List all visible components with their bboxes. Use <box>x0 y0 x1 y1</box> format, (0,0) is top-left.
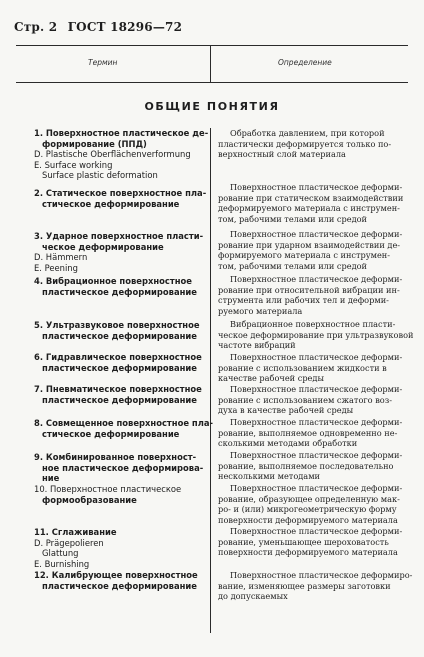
term-entry-12 <box>34 570 206 591</box>
def-line: формируемого материала с инструмен- <box>218 250 391 261</box>
term-line: 6. Гидравлическое поверхностное <box>34 352 202 362</box>
column-header-definition: Определение <box>278 58 332 67</box>
def-line: деформируемого материала с инструмен- <box>218 203 400 214</box>
definition-entry-5 <box>218 319 414 351</box>
def-line: Поверхностное пластическое деформи- <box>230 274 403 284</box>
term-line: стическое деформирование <box>42 428 180 439</box>
def-line: Поверхностное пластическое деформиро- <box>230 570 413 580</box>
def-line: рование при статическом взаимодействии <box>218 192 404 203</box>
definition-entry-10 <box>218 483 408 525</box>
def-line: вание, изменяющее размеры заготовки <box>218 580 391 591</box>
term-entry-3 <box>34 231 206 273</box>
term-line: 3. Ударное поверхностное пласти- <box>34 231 204 241</box>
term-line: 4. Вибрационное поверхностное <box>34 276 192 286</box>
definition-entry-9 <box>218 450 408 482</box>
def-line: до допускаемых <box>218 591 288 602</box>
term-line: ние <box>42 473 60 484</box>
term-line: пластическое деформирование <box>42 394 197 405</box>
term-entry-2 <box>34 188 206 209</box>
term-line: D. Plastische Oberflächenverformung <box>34 149 191 160</box>
term-line: 5. Ультразвуковое поверхностное <box>34 320 200 330</box>
term-entry-1 <box>34 128 209 181</box>
def-line: ро- и (или) микрогеометрическую форму <box>218 504 397 515</box>
term-line: E. Surface working <box>34 159 113 170</box>
def-line: Поверхностное пластическое деформи- <box>230 352 403 362</box>
column-separator-header <box>210 45 211 82</box>
term-line: Glattung <box>42 548 79 559</box>
def-line: том, рабочими телами или средой <box>218 260 368 271</box>
def-line: том, рабочими телами или средой <box>218 213 368 224</box>
def-line: поверхности деформируемого материала <box>218 547 398 558</box>
def-line: качестве рабочей среды <box>218 373 324 384</box>
table-top-rule <box>16 45 408 46</box>
term-line: E. Burnishing <box>34 558 90 569</box>
def-line: Поверхностное пластическое деформи- <box>230 483 403 493</box>
def-line: рование, выполняемое одновременно не- <box>218 427 398 438</box>
def-line: поверхности деформируемого материала <box>218 514 398 525</box>
def-line: Поверхностное пластическое деформи- <box>230 526 403 536</box>
term-line: 2. Статическое поверхностное пла- <box>34 188 207 198</box>
term-entry-5 <box>34 320 206 341</box>
definition-entry-7 <box>218 384 408 416</box>
term-line: 1. Поверхностное пластическое де- <box>34 128 209 138</box>
def-line: Обработка давлением, при которой <box>230 128 385 138</box>
term-entry-10 <box>34 484 206 505</box>
term-line: 8. Совмещенное поверхностное пла- <box>34 418 213 428</box>
definition-entry-2 <box>218 182 408 224</box>
term-line: формирование (ППД) <box>42 138 147 149</box>
term-line: E. Peening <box>34 262 78 273</box>
term-entry-9 <box>34 452 206 484</box>
def-line: рование с использованием жидкости в <box>218 362 387 373</box>
term-line: пластическое деформирование <box>42 362 197 373</box>
term-line: D. Hämmern <box>34 252 88 263</box>
term-line: стическое деформирование <box>42 198 180 209</box>
def-line: Поверхностное пластическое деформи- <box>230 229 403 239</box>
def-line: Поверхностное пластическое деформи- <box>230 450 403 460</box>
definition-entry-3 <box>218 229 408 271</box>
term-entry-4 <box>34 276 206 297</box>
definition-entry-8 <box>218 417 408 449</box>
term-line: ное пластическое деформирова- <box>42 462 204 473</box>
def-line: частоте вибраций <box>218 340 296 351</box>
page-header <box>14 20 188 34</box>
term-line: ческое деформирование <box>42 241 164 252</box>
term-line: пластическое деформирование <box>42 580 197 591</box>
def-line: Вибрационное поверхностное пласти- <box>230 319 396 329</box>
term-entry-6 <box>34 352 206 373</box>
term-entry-7 <box>34 384 206 405</box>
standard-number: ГОСТ 18296—72 <box>67 20 183 34</box>
def-line: пластически деформируется только по- <box>218 138 392 149</box>
def-line: Поверхностное пластическое деформи- <box>230 384 403 394</box>
section-title: ОБЩИЕ ПОНЯТИЯ <box>144 100 280 113</box>
definition-entry-4 <box>218 274 408 316</box>
table-header-rule <box>16 82 408 83</box>
def-line: верхностный слой материала <box>218 149 346 160</box>
term-entry-11 <box>34 527 206 569</box>
term-line: Surface plastic deformation <box>42 170 158 181</box>
def-line: руемого материала <box>218 305 303 316</box>
def-line: сколькими методами обработки <box>218 438 358 449</box>
def-line: рование, уменьшающее шероховатость <box>218 536 389 547</box>
def-line: струмента или рабочих тел и деформи- <box>218 295 389 306</box>
term-line: D. Prägepolieren <box>34 537 104 548</box>
page-label: Стр. 2 <box>14 20 58 34</box>
def-line: ческое деформирование при ультразвуковой <box>218 329 414 340</box>
term-line: формообразование <box>42 494 137 505</box>
def-line: рование при относительной вибрации ин- <box>218 284 400 295</box>
def-line: рование, образующее определенную мак- <box>218 493 400 504</box>
term-entry-8 <box>34 418 213 439</box>
term-line: 12. Калибрующее поверхностное <box>34 570 198 580</box>
def-line: духа в качестве рабочей среды <box>218 405 354 416</box>
term-line: 11. Сглаживание <box>34 527 117 537</box>
term-line: 9. Комбинированное поверхност- <box>34 452 197 462</box>
column-separator-body <box>210 128 211 633</box>
def-line: несколькими методами <box>218 471 321 482</box>
def-line: рование, выполняемое последовательно <box>218 460 394 471</box>
def-line: рование с использованием сжатого воз- <box>218 394 392 405</box>
term-line: пластическое деформирование <box>42 330 197 341</box>
definition-entry-1 <box>218 128 408 160</box>
column-header-term: Термин <box>88 58 118 67</box>
definition-entry-12 <box>218 570 413 602</box>
term-line: 10. Поверхностное пластическое <box>34 484 182 494</box>
term-line: пластическое деформирование <box>42 286 197 297</box>
def-line: Поверхностное пластическое деформи- <box>230 182 403 192</box>
term-line: 7. Пневматическое поверхностное <box>34 384 202 394</box>
def-line: Поверхностное пластическое деформи- <box>230 417 403 427</box>
def-line: рование при ударном взаимодействии де- <box>218 239 401 250</box>
definition-entry-6 <box>218 352 408 384</box>
definition-entry-11 <box>218 526 408 558</box>
